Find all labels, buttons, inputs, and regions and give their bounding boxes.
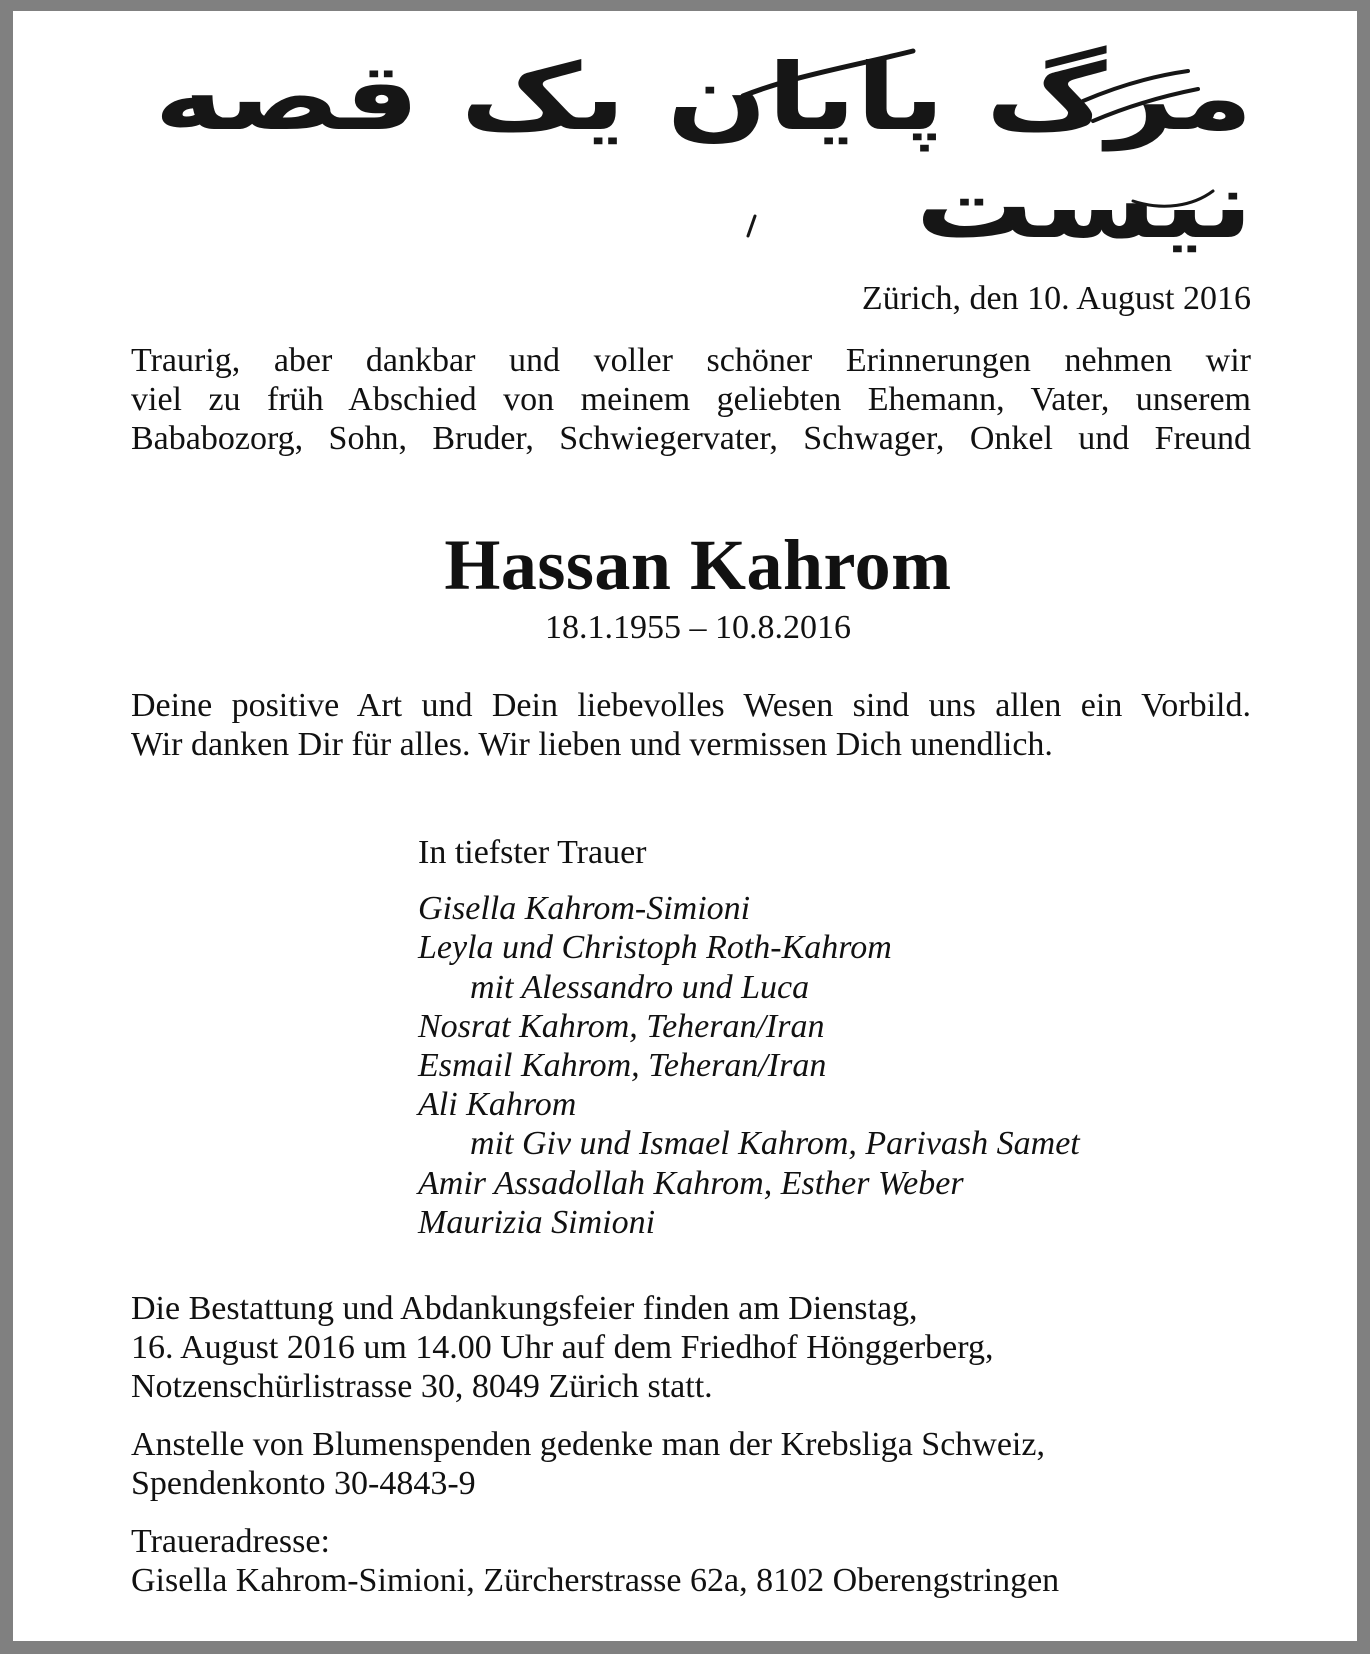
intro-line: Bababozorg, Sohn, Bruder, Schwiegervater, Schwager, Onkel und Freund xyxy=(131,420,1251,457)
deceased-name: Hassan Kahrom xyxy=(444,525,952,605)
mourning-address xyxy=(131,1522,1251,1600)
calligraphy-text: مرگ پایان یک قصه نیست xyxy=(154,43,1253,259)
mourner-entry: Nosrat Kahrom, Teheran/Iran xyxy=(418,1007,825,1045)
mourner-entry: mit Giv und Ismael Kahrom, Parivash Samet xyxy=(470,1125,1080,1163)
donation-line: Anstelle von Blumenspenden gedenke man der Krebsliga Schweiz, xyxy=(131,1426,1045,1463)
address-line: Gisella Kahrom-Simioni, Zürcherstrasse 62a, 8102 Oberengstringen xyxy=(131,1562,1060,1599)
mourner-entry: Amir Assadollah Kahrom, Esther Weber xyxy=(418,1164,964,1202)
address-line: Traueradresse: xyxy=(131,1523,330,1560)
mourner-entry: Ali Kahrom xyxy=(418,1086,577,1124)
mourner-entry: Gisella Kahrom-Simioni xyxy=(418,890,751,928)
persian-calligraphy-heading xyxy=(133,41,1253,261)
intro-line: Traurig, aber dankbar und voller schöner Erinnerungen nehmen wir xyxy=(131,342,1251,379)
donation-line: Spendenkonto 30-4843-9 xyxy=(131,1465,476,1502)
mourner-entry: Leyla und Christoph Roth-Kahrom xyxy=(418,929,892,967)
mourner-entry: Maurizia Simioni xyxy=(418,1203,656,1241)
funeral-line: Die Bestattung und Abdankungsfeier finden am Dienstag, xyxy=(131,1290,918,1327)
funeral-line: Notzenschürlistrasse 30, 8049 Zürich statt. xyxy=(131,1368,713,1405)
mourner-entry: Esmail Kahrom, Teheran/Iran xyxy=(418,1047,827,1085)
tribute-line: Deine positive Art und Dein liebevolles Wesen sind uns allen ein Vorbild. xyxy=(131,687,1251,724)
funeral-line: 16. August 2016 um 14.00 Uhr auf dem Friedhof Hönggerberg, xyxy=(131,1329,994,1366)
obituary-notice xyxy=(13,11,1357,1641)
mourner-entry: mit Alessandro und Luca xyxy=(470,968,810,1006)
tribute-paragraph xyxy=(131,686,1251,764)
mourners-heading: In tiefster Trauer xyxy=(418,834,647,871)
intro-paragraph xyxy=(131,341,1251,458)
donation-paragraph xyxy=(131,1425,1251,1503)
mourners-list xyxy=(418,833,1080,1242)
funeral-paragraph xyxy=(131,1289,1251,1406)
tribute-line: Wir danken Dir für alles. Wir lieben und vermissen Dich unendlich. xyxy=(131,726,1053,763)
place-date: Zürich, den 10. August 2016 xyxy=(861,280,1251,317)
deceased-dates: 18.1.1955 – 10.8.2016 xyxy=(545,609,851,646)
intro-line: viel zu früh Abschied von meinem geliebten Ehemann, Vater, unserem xyxy=(131,381,1251,418)
